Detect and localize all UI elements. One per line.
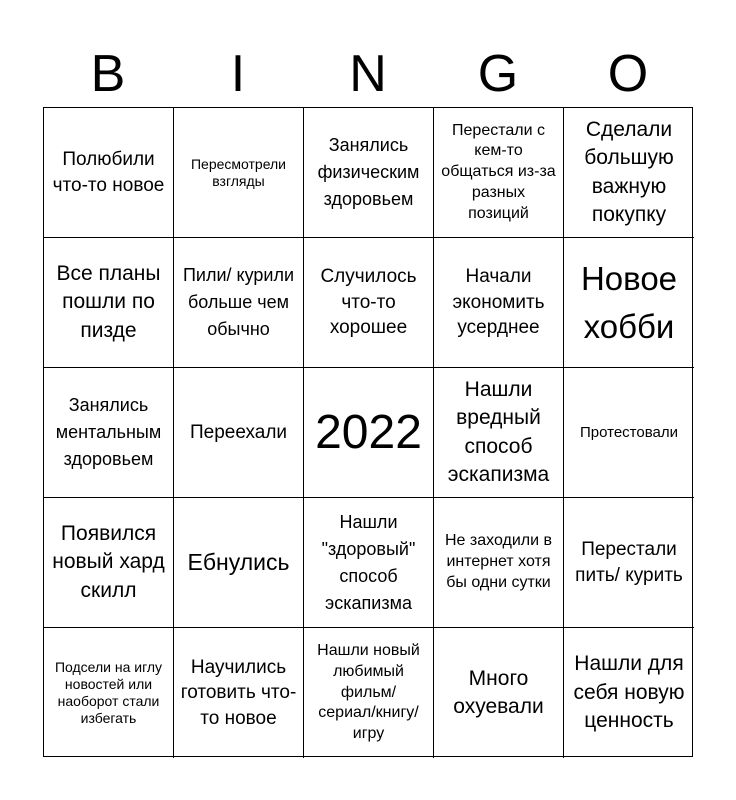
bingo-cell[interactable]: Полюбили что-то новое xyxy=(44,108,174,238)
bingo-cell[interactable]: Случилось что-то хорошее xyxy=(304,238,434,368)
header-letter-i: I xyxy=(230,45,246,103)
bingo-cell[interactable]: Научились готовить что-то новое xyxy=(174,628,304,758)
header-letter-o: O xyxy=(607,45,649,103)
bingo-cell[interactable]: Сделали большую важную покупку xyxy=(564,108,694,238)
bingo-cell[interactable]: Занялись ментальным здоровьем xyxy=(44,368,174,498)
bingo-cell[interactable]: Подсели на иглу новостей или наоборот стали избегать xyxy=(44,628,174,758)
bingo-cell[interactable]: Занялись физическим здоровьем xyxy=(304,108,434,238)
header-letter-n: N xyxy=(349,45,387,103)
header-letter-g: G xyxy=(477,45,519,103)
bingo-cell[interactable]: Нашли новый любимый фильм/ сериал/книгу/ игру xyxy=(304,628,434,758)
bingo-cell[interactable]: Появился новый хард скилл xyxy=(44,498,174,628)
bingo-cell-center[interactable]: 2022 xyxy=(304,368,434,498)
bingo-header xyxy=(43,42,693,106)
bingo-cell[interactable]: Протестовали xyxy=(564,368,694,498)
bingo-cell[interactable]: Ебнулись xyxy=(174,498,304,628)
bingo-cell[interactable]: Пересмотрели взгляды xyxy=(174,108,304,238)
header-letter-b: B xyxy=(90,45,126,103)
bingo-cell[interactable]: Нашли для себя новую ценность xyxy=(573,652,685,733)
bingo-cell[interactable]: Начали экономить усерднее xyxy=(434,238,564,368)
bingo-cell[interactable]: Много охуевали xyxy=(434,628,564,758)
bingo-cell[interactable]: Перестали с кем-то общаться из-за разных позиций xyxy=(434,108,564,238)
bingo-cell[interactable]: Не заходили в интернет хотя бы одни сутки xyxy=(434,498,564,628)
bingo-cell[interactable]: Новое хобби xyxy=(564,238,694,368)
bingo-cell[interactable]: Нашли "здоровый" способ эскапизма xyxy=(304,498,434,628)
bingo-cell[interactable]: Перестали пить/ курить xyxy=(564,498,694,628)
bingo-cell[interactable]: Нашли вредный способ эскапизма xyxy=(434,368,564,498)
bingo-cell[interactable]: Пили/ курили больше чем обычно xyxy=(174,238,304,368)
bingo-cell[interactable]: Переехали xyxy=(174,368,304,498)
bingo-grid xyxy=(43,107,693,757)
bingo-cell[interactable]: Все планы пошли по пизде xyxy=(44,238,174,368)
